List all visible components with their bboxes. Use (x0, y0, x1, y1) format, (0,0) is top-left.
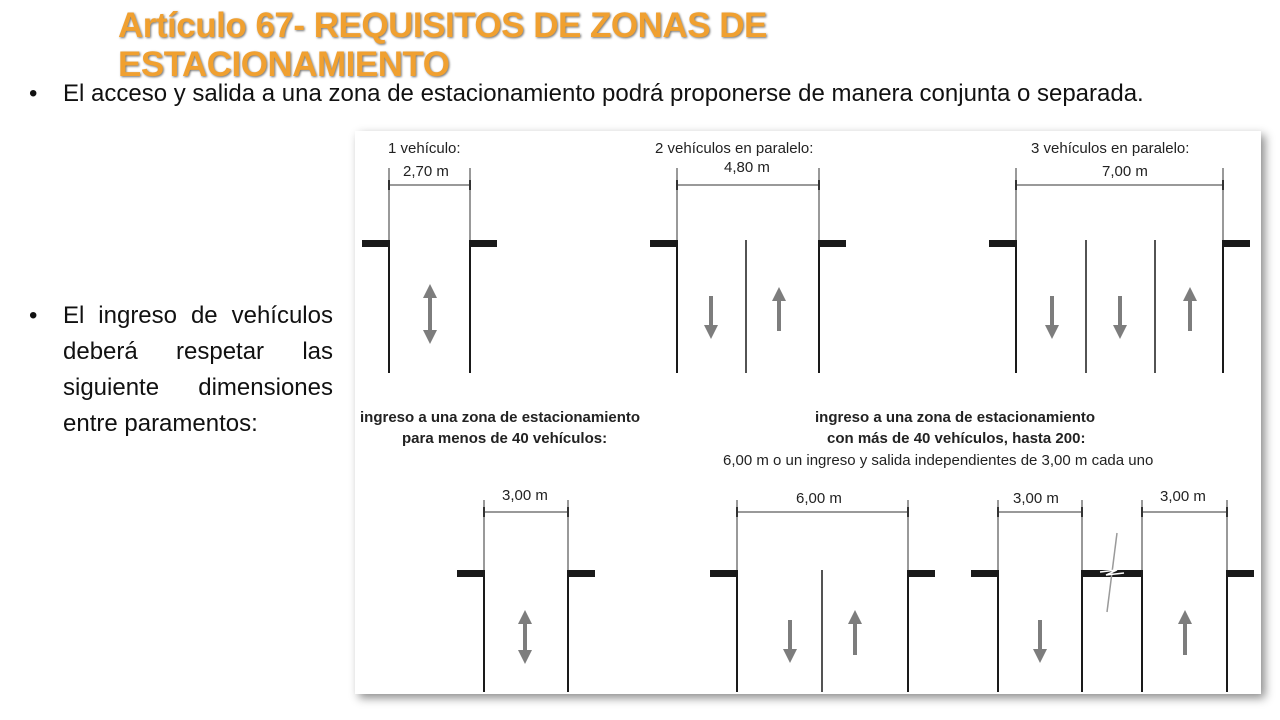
wall-stub (710, 570, 737, 577)
up-arrow-icon (772, 287, 786, 331)
up-arrow-icon (848, 610, 862, 655)
bullet-access-exit (29, 76, 1203, 112)
label-three-vehicles: 3 vehículos en paralelo: (1031, 140, 1190, 157)
bullet-marker: • (29, 80, 38, 107)
label-one-vehicle: 1 vehículo: (388, 140, 461, 157)
entrance-under-40-diagram (457, 487, 595, 692)
label-two-vehicles: 2 vehículos en paralelo: (655, 140, 814, 157)
label-dim-300-entry: 3,00 m (1013, 490, 1059, 507)
up-arrow-icon (1178, 610, 1192, 655)
triple-lane-diagram (989, 140, 1250, 373)
caption-under-40-line2: para menos de 40 vehículos: (402, 430, 608, 447)
wall-stub (650, 240, 677, 247)
label-width-270: 2,70 m (403, 163, 449, 180)
caption-over-40-line3: 6,00 m o un ingreso y salida independientes de 3,00 m cada uno (723, 452, 1154, 469)
bullet-text: El acceso y salida a una zona de estacionamiento podrá proponerse de manera conjunta o separada. (63, 80, 1144, 107)
down-arrow-icon (1113, 296, 1127, 339)
wall-stub (1223, 240, 1250, 247)
slide-title: Artículo 67- REQUISITOS DE ZONAS DE ESTACIONAMIENTO (118, 6, 767, 84)
down-arrow-icon (1045, 296, 1059, 339)
label-width-700: 7,00 m (1102, 163, 1148, 180)
wall-stub (362, 240, 389, 247)
entrance-6m-diagram (710, 490, 935, 692)
two-way-arrow-icon (518, 610, 532, 664)
label-width-480: 4,80 m (724, 159, 770, 176)
label-dim-300: 3,00 m (502, 487, 548, 504)
down-arrow-icon (783, 620, 797, 663)
wall-stub (568, 570, 595, 577)
caption-under-40-line1: ingreso a una zona de estacionamiento (360, 409, 641, 426)
label-dim-600: 6,00 m (796, 490, 842, 507)
caption-over-40-line2: con más de 40 vehículos, hasta 200: (827, 430, 1086, 447)
wall-stub (989, 240, 1016, 247)
wall-stub (1227, 570, 1254, 577)
label-dim-300-exit: 3,00 m (1160, 488, 1206, 505)
wall-stub (908, 570, 935, 577)
down-arrow-icon (704, 296, 718, 339)
down-arrow-icon (1033, 620, 1047, 663)
bullet-entry-dimensions (29, 298, 333, 442)
separate-entrance-exit-diagram (971, 488, 1254, 692)
up-arrow-icon (1183, 287, 1197, 331)
double-lane-diagram (650, 140, 846, 373)
two-way-arrow-icon (423, 284, 437, 344)
parking-entrance-diagram (355, 131, 1261, 694)
caption-over-40-line1: ingreso a una zona de estacionamiento (815, 409, 1096, 426)
bullet-text: El ingreso de vehículos deberá respetar las siguiente dimensiones entre paramentos: (63, 302, 333, 437)
wall-stub (971, 570, 998, 577)
wall-stub (470, 240, 497, 247)
wall-stub (457, 570, 484, 577)
wall-stub (819, 240, 846, 247)
single-lane-diagram (362, 140, 497, 373)
bullet-marker: • (29, 302, 38, 329)
